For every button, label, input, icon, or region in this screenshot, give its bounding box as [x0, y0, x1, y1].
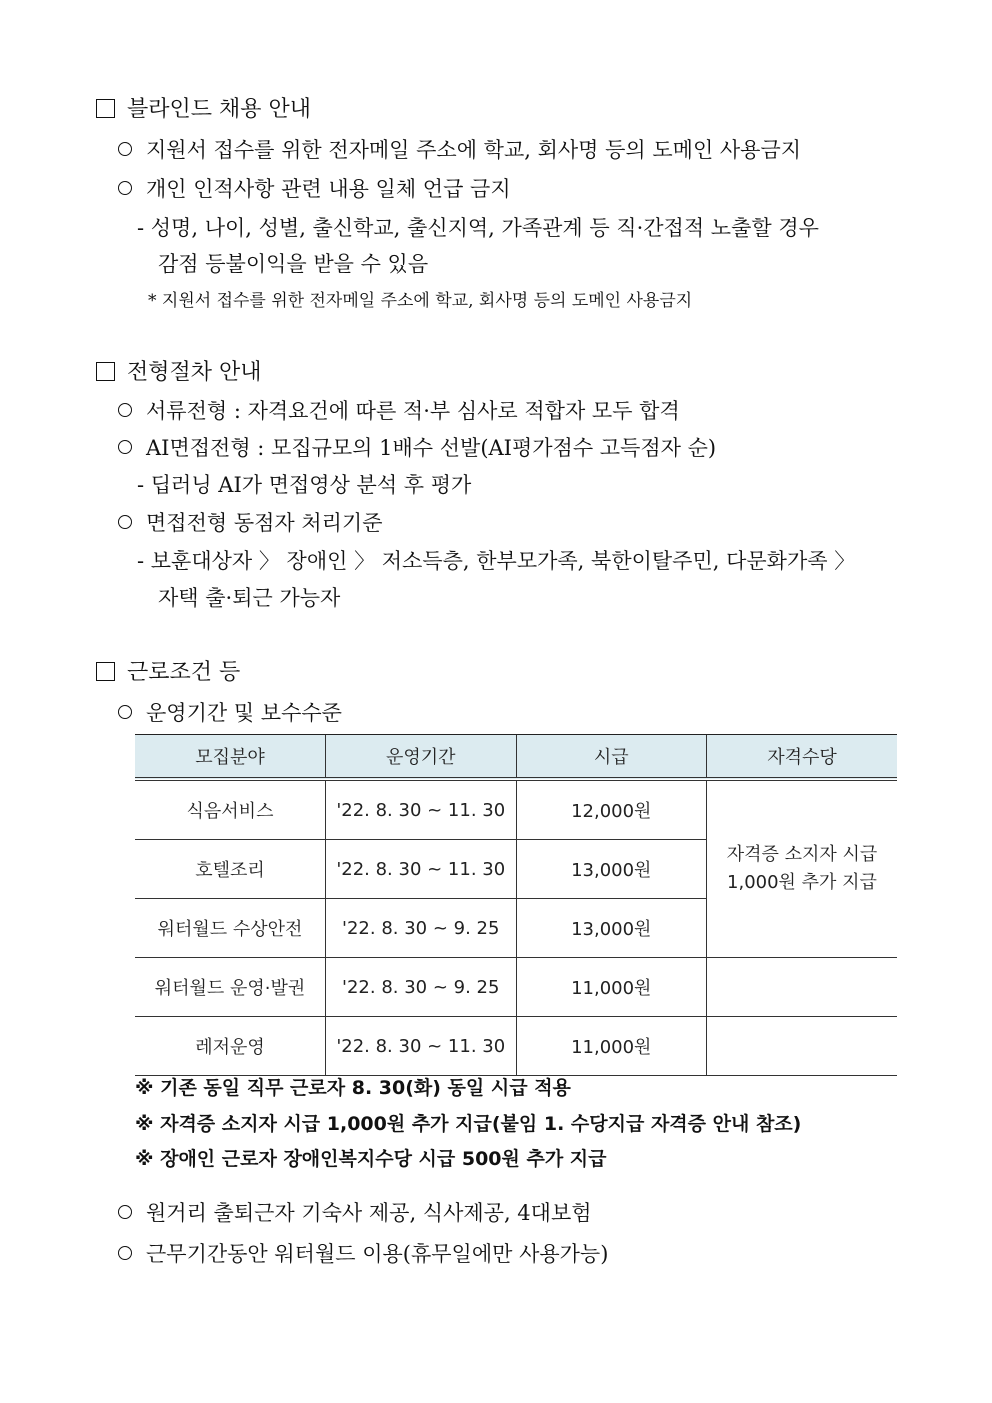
bullet-item: 서류전형 : 자격요건에 따른 적·부 심사로 적합자 모두 합격 [118, 395, 680, 425]
section-heading-blind-hiring: 블라인드 채용 안내 [96, 92, 311, 123]
circle-bullet-icon [118, 403, 132, 417]
table-cell [707, 1017, 898, 1076]
table-cell: 워터월드 운영·발권 [135, 958, 326, 1017]
merged-allowance-cell [707, 779, 898, 958]
wage-table [135, 734, 897, 1076]
allowance-note-line: 1,000원 추가 지급 [727, 872, 877, 893]
table-row [135, 958, 897, 1017]
circle-bullet-icon [118, 1246, 132, 1260]
circle-bullet-icon [118, 181, 132, 195]
table-cell: 레저운영 [135, 1017, 326, 1076]
dash-item-continuation: 감점 등불이익을 받을 수 있음 [158, 252, 429, 276]
table-cell: '22. 8. 30 ~ 9. 25 [326, 958, 517, 1017]
table-cell: 11,000원 [516, 1017, 707, 1076]
section-heading-selection-process: 전형절차 안내 [96, 355, 262, 386]
bullet-item: 면접전형 동점자 처리기준 [118, 507, 383, 537]
table-cell: '22. 8. 30 ~ 11. 30 [326, 1017, 517, 1076]
table-cell: 12,000원 [516, 779, 707, 840]
table-cell: '22. 8. 30 ~ 9. 25 [326, 899, 517, 958]
dash-item: - 딥러닝 AI가 면접영상 분석 후 평가 [137, 473, 472, 497]
table-header-row [135, 735, 897, 780]
checkbox-square-icon [96, 362, 115, 381]
table-cell [707, 958, 898, 1017]
table-cell: 호텔조리 [135, 840, 326, 899]
bullet-item: 근무기간동안 워터월드 이용(휴무일에만 사용가능) [118, 1238, 608, 1268]
column-header: 시급 [516, 735, 707, 780]
dash-item-continuation: 자택 출·퇴근 가능자 [158, 586, 341, 610]
bold-note: ※ 장애인 근로자 장애인복지수당 시급 500원 추가 지급 [135, 1148, 607, 1170]
checkbox-square-icon [96, 99, 115, 118]
circle-bullet-icon [118, 1205, 132, 1219]
table-cell: 13,000원 [516, 899, 707, 958]
table-cell: '22. 8. 30 ~ 11. 30 [326, 840, 517, 899]
table-cell: 11,000원 [516, 958, 707, 1017]
column-header: 자격수당 [707, 735, 898, 780]
table-cell: '22. 8. 30 ~ 11. 30 [326, 779, 517, 840]
table-cell: 13,000원 [516, 840, 707, 899]
bullet-item: AI면접전형 : 모집규모의 1배수 선발(AI평가점수 고득점자 순) [118, 432, 716, 462]
bold-note: ※ 자격증 소지자 시급 1,000원 추가 지급(붙임 1. 수당지급 자격증 안내 참조) [135, 1113, 802, 1135]
dash-item: - 보훈대상자 〉 장애인 〉 저소득층, 한부모가족, 북한이탈주민, 다문화가족 〉 [137, 549, 856, 573]
footnote: * 지원서 접수를 위한 전자메일 주소에 학교, 회사명 등의 도메인 사용금지 [148, 291, 693, 311]
bullet-item: 원거리 출퇴근자 기숙사 제공, 식사제공, 4대보험 [118, 1197, 592, 1227]
table-cell: 식음서비스 [135, 779, 326, 840]
circle-bullet-icon [118, 515, 132, 529]
table-cell: 워터월드 수상안전 [135, 899, 326, 958]
circle-bullet-icon [118, 142, 132, 156]
table-row [135, 1017, 897, 1076]
bullet-item: 운영기간 및 보수수준 [118, 697, 342, 727]
allowance-note-line: 자격증 소지자 시급 [726, 844, 878, 865]
bullet-item: 개인 인적사항 관련 내용 일체 언급 금지 [118, 173, 511, 203]
column-header: 운영기간 [326, 735, 517, 780]
circle-bullet-icon [118, 705, 132, 719]
bullet-item: 지원서 접수를 위한 전자메일 주소에 학교, 회사명 등의 도메인 사용금지 [118, 134, 801, 164]
checkbox-square-icon [96, 662, 115, 681]
section-heading-working-conditions: 근로조건 등 [96, 655, 240, 686]
bold-note: ※ 기존 동일 직무 근로자 8. 30(화) 동일 시급 적용 [135, 1077, 571, 1099]
table-row [135, 779, 897, 840]
dash-item: - 성명, 나이, 성별, 출신학교, 출신지역, 가족관계 등 직·간접적 노출할 경우 [137, 216, 819, 240]
column-header: 모집분야 [135, 735, 326, 780]
circle-bullet-icon [118, 440, 132, 454]
